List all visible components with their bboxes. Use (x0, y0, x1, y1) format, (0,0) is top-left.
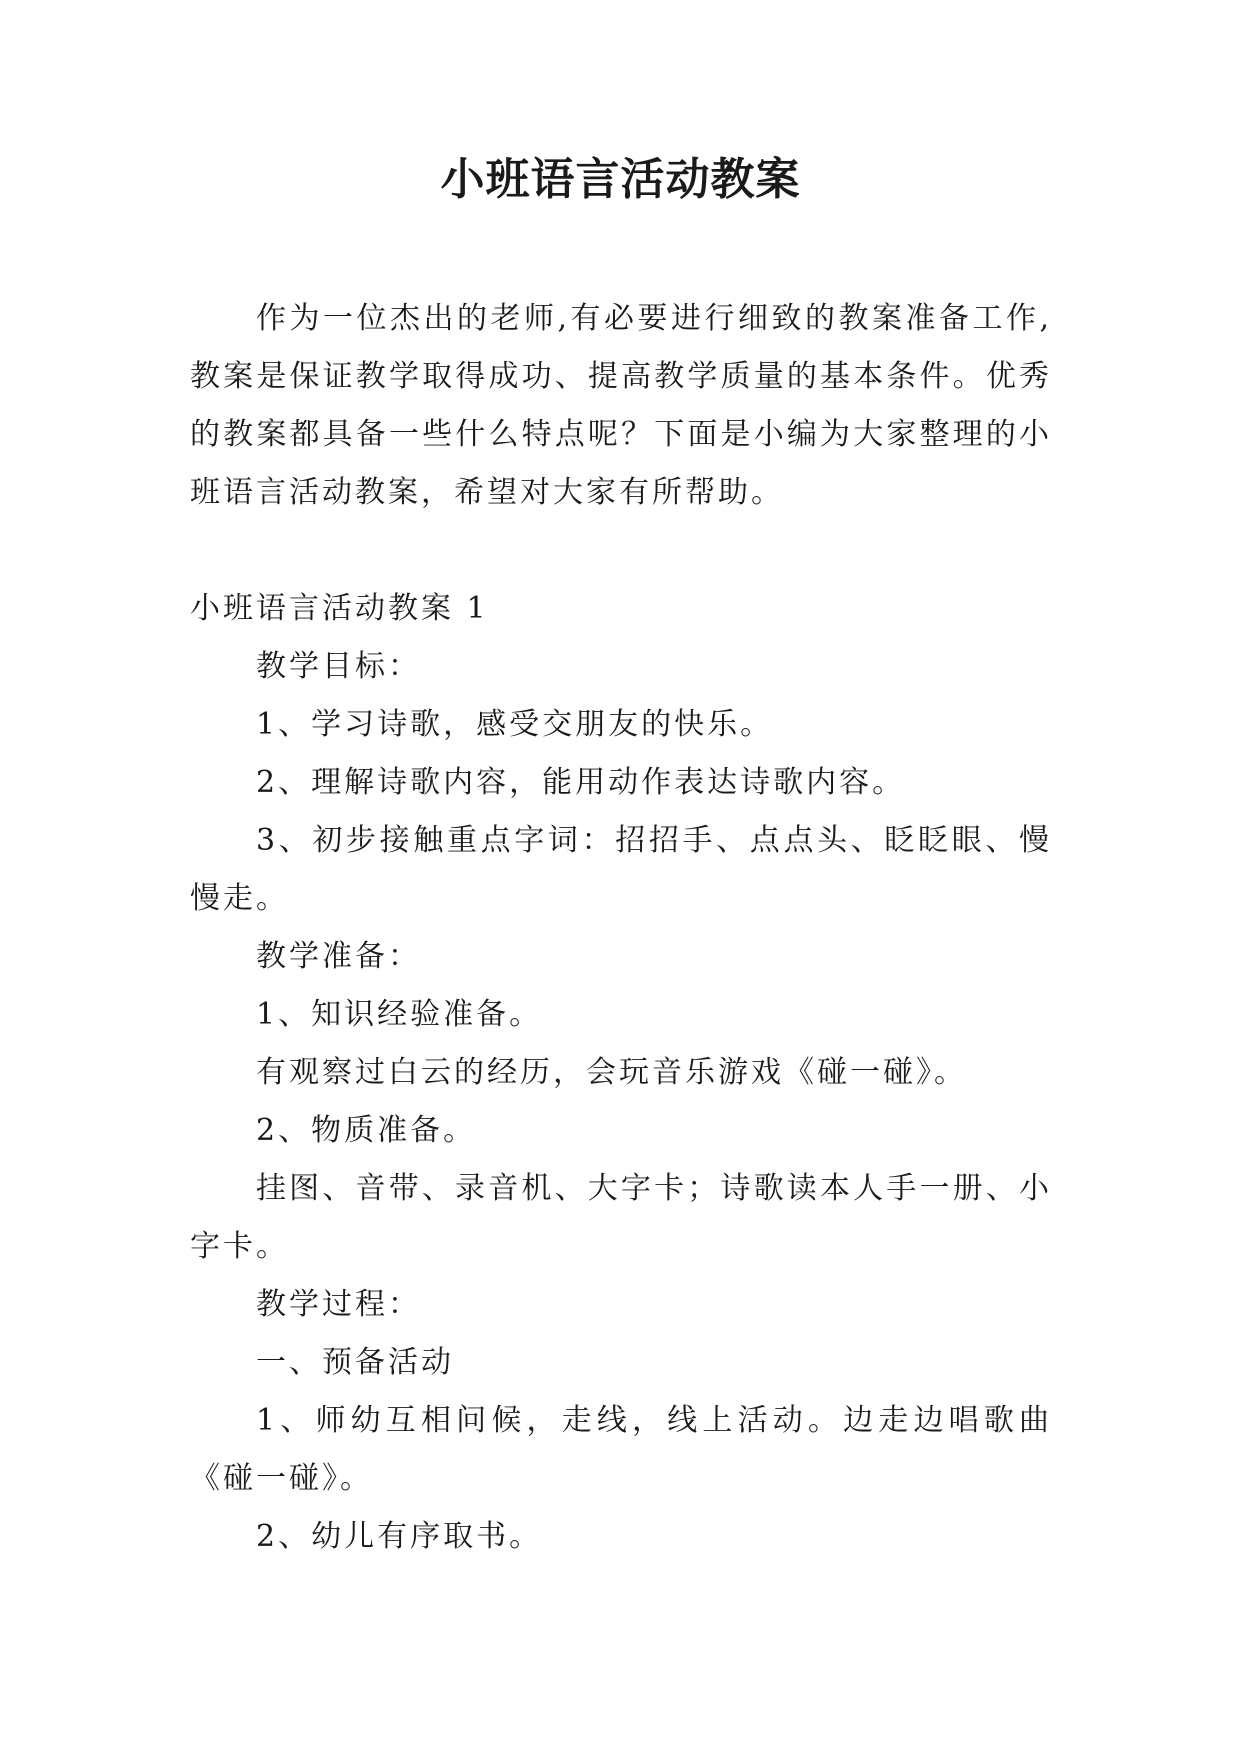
paragraph-prep-2-detail: 挂图、音带、录音机、大字卡；诗歌读本人手一册、小字卡。 (190, 1171, 1052, 1264)
paragraph-goal-1: 1、学习诗歌，感受交朋友的快乐。 (256, 707, 774, 742)
paragraph-teaching-process: 教学过程： (256, 1287, 421, 1322)
paragraph-goal-3: 3、初步接触重点字词：招招手、点点头、眨眨眼、慢慢走。 (190, 823, 1052, 916)
document-body (190, 290, 1052, 1566)
intro-paragraph: 作为一位杰出的老师,有必要进行细致的教案准备工作,教案是保证教学取得成功、提高教学质量的基本条件。优秀的教案都具备一些什么特点呢？下面是小编为大家整理的小班语言活动教案，希望对大家有所帮助。 (190, 301, 1052, 510)
paragraph-teaching-goals: 教学目标： (256, 649, 421, 684)
section-heading: 小班语言活动教案 1 (190, 591, 489, 626)
paragraph-process-step-1: 一、预备活动 (256, 1345, 454, 1380)
paragraph-prep-2: 2、物质准备。 (256, 1113, 477, 1148)
paragraph-goal-2: 2、理解诗歌内容，能用动作表达诗歌内容。 (256, 765, 906, 800)
paragraph-process-1: 1、师幼互相问候，走线，线上活动。边走边唱歌曲《碰一碰》。 (190, 1403, 1052, 1496)
paragraph-process-2: 2、幼儿有序取书。 (256, 1519, 543, 1554)
paragraph-prep-1: 1、知识经验准备。 (256, 997, 543, 1032)
document-title: 小班语言活动教案 (440, 154, 801, 205)
paragraph-prep-1-detail: 有观察过白云的经历，会玩音乐游戏《碰一碰》。 (256, 1055, 967, 1090)
paragraph-teaching-prep: 教学准备： (256, 939, 421, 974)
